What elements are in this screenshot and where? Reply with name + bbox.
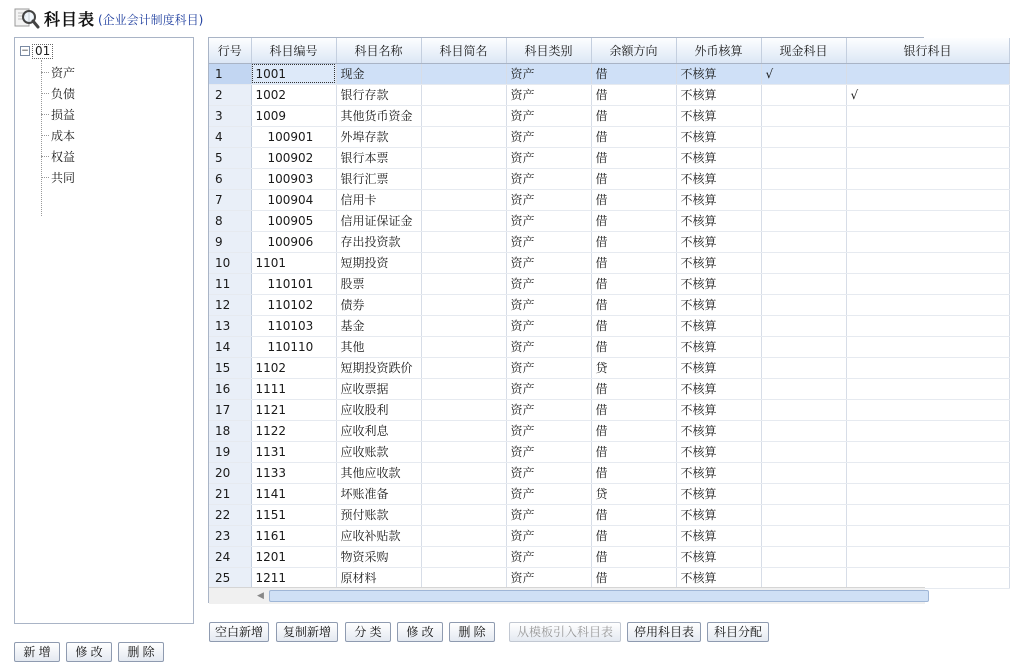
- cell-cash-account[interactable]: [761, 273, 846, 294]
- cell-row-no[interactable]: 23: [209, 525, 251, 546]
- cell-bank-account[interactable]: [846, 525, 1009, 546]
- table-row[interactable]: [209, 399, 1009, 420]
- cell-short-name[interactable]: [421, 315, 506, 336]
- cell-cash-account[interactable]: √: [761, 63, 846, 84]
- cell-name[interactable]: 坏账准备: [336, 483, 421, 504]
- cell-name[interactable]: 其他货币资金: [336, 105, 421, 126]
- cell-foreign-currency[interactable]: 不核算: [676, 546, 761, 567]
- cell-short-name[interactable]: [421, 63, 506, 84]
- table-row[interactable]: [209, 483, 1009, 504]
- cell-name[interactable]: 银行汇票: [336, 168, 421, 189]
- cell-code[interactable]: 1133: [251, 462, 336, 483]
- cell-balance-direction[interactable]: 借: [591, 462, 676, 483]
- table-row[interactable]: [209, 252, 1009, 273]
- account-grid[interactable]: [208, 37, 952, 603]
- cell-foreign-currency[interactable]: 不核算: [676, 147, 761, 168]
- copy-add-button[interactable]: 复制新增: [276, 622, 338, 642]
- page-title: 科目表: [44, 10, 96, 29]
- cell-category[interactable]: 资产: [506, 462, 591, 483]
- cell-foreign-currency[interactable]: 不核算: [676, 294, 761, 315]
- cell-row-no[interactable]: 9: [209, 231, 251, 252]
- cell-short-name[interactable]: [421, 168, 506, 189]
- cell-balance-direction[interactable]: 借: [591, 441, 676, 462]
- cell-name[interactable]: 短期投资跌价: [336, 357, 421, 378]
- cell-foreign-currency[interactable]: 不核算: [676, 315, 761, 336]
- cell-code[interactable]: 1161: [251, 525, 336, 546]
- cell-code[interactable]: 100901: [251, 126, 336, 147]
- cell-name[interactable]: 基金: [336, 315, 421, 336]
- cell-name[interactable]: 应收账款: [336, 441, 421, 462]
- cell-row-no[interactable]: 16: [209, 378, 251, 399]
- cell-row-no[interactable]: 17: [209, 399, 251, 420]
- cell-foreign-currency[interactable]: 不核算: [676, 483, 761, 504]
- cell-name[interactable]: 短期投资: [336, 252, 421, 273]
- cell-category[interactable]: 资产: [506, 231, 591, 252]
- cell-category[interactable]: 资产: [506, 126, 591, 147]
- cell-code[interactable]: 100904: [251, 189, 336, 210]
- table-row[interactable]: [209, 84, 1009, 105]
- col-header-balance-direction[interactable]: 余额方向: [591, 38, 676, 63]
- cell-bank-account[interactable]: [846, 336, 1009, 357]
- cell-row-no[interactable]: 8: [209, 210, 251, 231]
- cell-name[interactable]: 存出投资款: [336, 231, 421, 252]
- magnifier-icon: [14, 6, 40, 30]
- cell-cash-account[interactable]: [761, 168, 846, 189]
- cell-row-no[interactable]: 13: [209, 315, 251, 336]
- cell-short-name[interactable]: [421, 546, 506, 567]
- cell-name[interactable]: 信用证保证金: [336, 210, 421, 231]
- table-row[interactable]: [209, 441, 1009, 462]
- table-row[interactable]: [209, 378, 1009, 399]
- cell-cash-account[interactable]: [761, 462, 846, 483]
- cell-name[interactable]: 其他应收款: [336, 462, 421, 483]
- tree-item-equity[interactable]: [41, 146, 75, 167]
- cell-bank-account[interactable]: [846, 315, 1009, 336]
- account-table: [209, 38, 1010, 589]
- cell-category[interactable]: 资产: [506, 315, 591, 336]
- cell-short-name[interactable]: [421, 231, 506, 252]
- cell-bank-account[interactable]: [846, 399, 1009, 420]
- cell-name[interactable]: 应收补贴款: [336, 525, 421, 546]
- cell-balance-direction[interactable]: 借: [591, 420, 676, 441]
- tree-root-node[interactable]: [20, 43, 53, 59]
- cell-bank-account[interactable]: [846, 210, 1009, 231]
- cell-row-no[interactable]: 15: [209, 357, 251, 378]
- blank-add-button[interactable]: 空白新增: [209, 622, 269, 642]
- cell-name[interactable]: 应收利息: [336, 420, 421, 441]
- cell-row-no[interactable]: 12: [209, 294, 251, 315]
- cell-short-name[interactable]: [421, 462, 506, 483]
- table-row[interactable]: [209, 231, 1009, 252]
- cell-short-name[interactable]: [421, 105, 506, 126]
- cell-category[interactable]: 资产: [506, 63, 591, 84]
- cell-balance-direction[interactable]: 借: [591, 336, 676, 357]
- scrollbar-thumb[interactable]: [269, 590, 929, 602]
- cell-cash-account[interactable]: [761, 252, 846, 273]
- cell-short-name[interactable]: [421, 357, 506, 378]
- cell-code[interactable]: 1111: [251, 378, 336, 399]
- cell-foreign-currency[interactable]: 不核算: [676, 168, 761, 189]
- table-row[interactable]: [209, 147, 1009, 168]
- cell-foreign-currency[interactable]: 不核算: [676, 357, 761, 378]
- cell-row-no[interactable]: 4: [209, 126, 251, 147]
- cell-category[interactable]: 资产: [506, 294, 591, 315]
- table-row[interactable]: [209, 336, 1009, 357]
- cell-category[interactable]: 资产: [506, 336, 591, 357]
- tree-item-label: 共同: [51, 171, 76, 185]
- cell-bank-account[interactable]: [846, 567, 1009, 588]
- cell-category[interactable]: 资产: [506, 483, 591, 504]
- cell-category[interactable]: 资产: [506, 399, 591, 420]
- cell-bank-account[interactable]: [846, 357, 1009, 378]
- cell-category[interactable]: 资产: [506, 441, 591, 462]
- tree-root-label[interactable]: 01: [32, 44, 53, 59]
- col-header-foreign-currency[interactable]: 外币核算: [676, 38, 761, 63]
- cell-foreign-currency[interactable]: 不核算: [676, 525, 761, 546]
- cell-balance-direction[interactable]: 借: [591, 315, 676, 336]
- cell-row-no[interactable]: 19: [209, 441, 251, 462]
- table-row[interactable]: [209, 567, 1009, 588]
- cell-category[interactable]: 资产: [506, 210, 591, 231]
- table-row[interactable]: [209, 105, 1009, 126]
- cell-bank-account[interactable]: [846, 546, 1009, 567]
- cell-foreign-currency[interactable]: 不核算: [676, 105, 761, 126]
- tree-add-button[interactable]: 新 增: [14, 642, 60, 662]
- cell-name[interactable]: 应收票据: [336, 378, 421, 399]
- tree-item-common[interactable]: [41, 167, 75, 188]
- cell-foreign-currency[interactable]: 不核算: [676, 504, 761, 525]
- cell-cash-account[interactable]: [761, 399, 846, 420]
- cell-name[interactable]: 银行存款: [336, 84, 421, 105]
- cell-cash-account[interactable]: [761, 231, 846, 252]
- cell-bank-account[interactable]: [846, 378, 1009, 399]
- table-row[interactable]: [209, 315, 1009, 336]
- cell-balance-direction[interactable]: 借: [591, 231, 676, 252]
- cell-code[interactable]: 1122: [251, 420, 336, 441]
- col-header-category[interactable]: 科目类别: [506, 38, 591, 63]
- tree-item-label: 负债: [51, 87, 76, 101]
- tree-delete-button[interactable]: 删 除: [118, 642, 164, 662]
- cell-code[interactable]: 100903: [251, 168, 336, 189]
- cell-row-no[interactable]: 21: [209, 483, 251, 504]
- cell-foreign-currency[interactable]: 不核算: [676, 210, 761, 231]
- cell-name[interactable]: 物资采购: [336, 546, 421, 567]
- tree-item-profit-loss[interactable]: [41, 104, 75, 125]
- cell-code[interactable]: 1211: [251, 567, 336, 588]
- cell-category[interactable]: 资产: [506, 420, 591, 441]
- cell-balance-direction[interactable]: 借: [591, 399, 676, 420]
- table-row[interactable]: [209, 546, 1009, 567]
- cell-short-name[interactable]: [421, 189, 506, 210]
- table-row[interactable]: [209, 189, 1009, 210]
- cell-short-name[interactable]: [421, 126, 506, 147]
- cell-balance-direction[interactable]: 借: [591, 105, 676, 126]
- cell-balance-direction[interactable]: 借: [591, 210, 676, 231]
- cell-row-no[interactable]: 18: [209, 420, 251, 441]
- cell-short-name[interactable]: [421, 399, 506, 420]
- cell-bank-account[interactable]: [846, 63, 1009, 84]
- tree-item-liabilities[interactable]: [41, 83, 75, 104]
- cell-balance-direction[interactable]: 借: [591, 378, 676, 399]
- cell-short-name[interactable]: [421, 567, 506, 588]
- cell-foreign-currency[interactable]: 不核算: [676, 189, 761, 210]
- cell-row-no[interactable]: 6: [209, 168, 251, 189]
- cell-row-no[interactable]: 7: [209, 189, 251, 210]
- cell-foreign-currency[interactable]: 不核算: [676, 441, 761, 462]
- cell-balance-direction[interactable]: 借: [591, 546, 676, 567]
- scroll-left-icon[interactable]: ◀: [257, 591, 264, 601]
- title-bar: [0, 0, 924, 36]
- cell-name[interactable]: 预付账款: [336, 504, 421, 525]
- category-tree[interactable]: [14, 37, 194, 624]
- cell-foreign-currency[interactable]: 不核算: [676, 231, 761, 252]
- cell-bank-account[interactable]: √: [846, 84, 1009, 105]
- cell-row-no[interactable]: 14: [209, 336, 251, 357]
- cell-balance-direction[interactable]: 借: [591, 273, 676, 294]
- cell-balance-direction[interactable]: 借: [591, 126, 676, 147]
- assign-account-button[interactable]: 科目分配: [707, 622, 769, 642]
- grid-header-row: [209, 38, 1009, 63]
- cell-name[interactable]: 股票: [336, 273, 421, 294]
- cell-category[interactable]: 资产: [506, 504, 591, 525]
- table-row[interactable]: [209, 420, 1009, 441]
- cell-cash-account[interactable]: [761, 546, 846, 567]
- cell-short-name[interactable]: [421, 294, 506, 315]
- cell-code[interactable]: 100905: [251, 210, 336, 231]
- cell-foreign-currency[interactable]: 不核算: [676, 399, 761, 420]
- table-row[interactable]: [209, 462, 1009, 483]
- table-row[interactable]: [209, 63, 1009, 84]
- cell-balance-direction[interactable]: 借: [591, 189, 676, 210]
- cell-cash-account[interactable]: [761, 210, 846, 231]
- cell-row-no[interactable]: 2: [209, 84, 251, 105]
- cell-balance-direction[interactable]: 贷: [591, 357, 676, 378]
- cell-short-name[interactable]: [421, 252, 506, 273]
- cell-code[interactable]: 1131: [251, 441, 336, 462]
- cell-bank-account[interactable]: [846, 189, 1009, 210]
- cell-short-name[interactable]: [421, 441, 506, 462]
- cell-name[interactable]: 银行本票: [336, 147, 421, 168]
- cell-category[interactable]: 资产: [506, 273, 591, 294]
- table-row[interactable]: [209, 294, 1009, 315]
- tree-item-label: 资产: [51, 66, 76, 80]
- cell-short-name[interactable]: [421, 420, 506, 441]
- cell-name[interactable]: 现金: [336, 63, 421, 84]
- cell-balance-direction[interactable]: 贷: [591, 483, 676, 504]
- table-row[interactable]: [209, 168, 1009, 189]
- cell-bank-account[interactable]: [846, 252, 1009, 273]
- cell-cash-account[interactable]: [761, 84, 846, 105]
- cell-code[interactable]: 110101: [251, 273, 336, 294]
- cell-code[interactable]: 110110: [251, 336, 336, 357]
- table-row[interactable]: [209, 525, 1009, 546]
- cell-cash-account[interactable]: [761, 567, 846, 588]
- cell-category[interactable]: 资产: [506, 546, 591, 567]
- tree-item-label: 损益: [51, 108, 76, 122]
- cell-code[interactable]: 1151: [251, 504, 336, 525]
- col-header-name[interactable]: 科目名称: [336, 38, 421, 63]
- cell-row-no[interactable]: 10: [209, 252, 251, 273]
- cell-cash-account[interactable]: [761, 147, 846, 168]
- cell-row-no[interactable]: 24: [209, 546, 251, 567]
- cell-foreign-currency[interactable]: 不核算: [676, 63, 761, 84]
- cell-cash-account[interactable]: [761, 483, 846, 504]
- cell-balance-direction[interactable]: 借: [591, 525, 676, 546]
- classify-button[interactable]: 分 类: [345, 622, 391, 642]
- cell-cash-account[interactable]: [761, 378, 846, 399]
- cell-balance-direction[interactable]: 借: [591, 567, 676, 588]
- cell-foreign-currency[interactable]: 不核算: [676, 378, 761, 399]
- cell-name[interactable]: 其他: [336, 336, 421, 357]
- cell-bank-account[interactable]: [846, 126, 1009, 147]
- cell-code[interactable]: 1121: [251, 399, 336, 420]
- page-subtitle: (企业会计制度科目): [98, 13, 204, 27]
- collapse-icon[interactable]: −: [21, 46, 29, 56]
- cell-foreign-currency[interactable]: 不核算: [676, 336, 761, 357]
- import-template-button: 从模板引入科目表: [509, 622, 621, 642]
- cell-row-no[interactable]: 3: [209, 105, 251, 126]
- cell-name[interactable]: 应收股利: [336, 399, 421, 420]
- cell-category[interactable]: 资产: [506, 567, 591, 588]
- cell-short-name[interactable]: [421, 84, 506, 105]
- horizontal-scrollbar[interactable]: [209, 587, 925, 604]
- cell-cash-account[interactable]: [761, 420, 846, 441]
- cell-cash-account[interactable]: [761, 315, 846, 336]
- cell-name[interactable]: 原材料: [336, 567, 421, 588]
- table-row[interactable]: [209, 504, 1009, 525]
- cell-bank-account[interactable]: [846, 420, 1009, 441]
- cell-short-name[interactable]: [421, 210, 506, 231]
- cell-code[interactable]: 1102: [251, 357, 336, 378]
- cell-cash-account[interactable]: [761, 126, 846, 147]
- cell-category[interactable]: 资产: [506, 147, 591, 168]
- cell-row-no[interactable]: 20: [209, 462, 251, 483]
- cell-balance-direction[interactable]: 借: [591, 147, 676, 168]
- col-header-row-no[interactable]: 行号: [209, 38, 251, 63]
- cell-foreign-currency[interactable]: 不核算: [676, 126, 761, 147]
- table-row[interactable]: [209, 126, 1009, 147]
- cell-balance-direction[interactable]: 借: [591, 504, 676, 525]
- col-header-short-name[interactable]: 科目简名: [421, 38, 506, 63]
- disable-account-table-button[interactable]: 停用科目表: [627, 622, 701, 642]
- delete-button[interactable]: 删 除: [449, 622, 495, 642]
- tree-item-cost[interactable]: [41, 125, 75, 146]
- cell-short-name[interactable]: [421, 504, 506, 525]
- cell-code[interactable]: 1001: [251, 63, 336, 84]
- cell-row-no[interactable]: 22: [209, 504, 251, 525]
- edit-button[interactable]: 修 改: [397, 622, 443, 642]
- cell-cash-account[interactable]: [761, 441, 846, 462]
- cell-balance-direction[interactable]: 借: [591, 168, 676, 189]
- cell-foreign-currency[interactable]: 不核算: [676, 420, 761, 441]
- cell-category[interactable]: 资产: [506, 168, 591, 189]
- cell-name[interactable]: 外埠存款: [336, 126, 421, 147]
- cell-foreign-currency[interactable]: 不核算: [676, 273, 761, 294]
- cell-code[interactable]: 1201: [251, 546, 336, 567]
- tree-edit-button[interactable]: 修 改: [66, 642, 112, 662]
- cell-code[interactable]: 1002: [251, 84, 336, 105]
- cell-bank-account[interactable]: [846, 294, 1009, 315]
- cell-bank-account[interactable]: [846, 483, 1009, 504]
- tree-item-label: 成本: [51, 129, 76, 143]
- cell-foreign-currency[interactable]: 不核算: [676, 252, 761, 273]
- tree-item-assets[interactable]: [41, 62, 75, 83]
- cell-bank-account[interactable]: [846, 168, 1009, 189]
- cell-balance-direction[interactable]: 借: [591, 63, 676, 84]
- cell-category[interactable]: 资产: [506, 357, 591, 378]
- cell-short-name[interactable]: [421, 525, 506, 546]
- cell-name[interactable]: 信用卡: [336, 189, 421, 210]
- cell-bank-account[interactable]: [846, 504, 1009, 525]
- cell-cash-account[interactable]: [761, 504, 846, 525]
- cell-cash-account[interactable]: [761, 336, 846, 357]
- cell-foreign-currency[interactable]: 不核算: [676, 462, 761, 483]
- cell-cash-account[interactable]: [761, 525, 846, 546]
- cell-short-name[interactable]: [421, 336, 506, 357]
- cell-balance-direction[interactable]: 借: [591, 84, 676, 105]
- cell-cash-account[interactable]: [761, 294, 846, 315]
- cell-category[interactable]: 资产: [506, 525, 591, 546]
- cell-code[interactable]: 110103: [251, 315, 336, 336]
- cell-row-no[interactable]: 11: [209, 273, 251, 294]
- cell-short-name[interactable]: [421, 147, 506, 168]
- cell-foreign-currency[interactable]: 不核算: [676, 567, 761, 588]
- cell-short-name[interactable]: [421, 273, 506, 294]
- cell-cash-account[interactable]: [761, 105, 846, 126]
- cell-code[interactable]: 1101: [251, 252, 336, 273]
- cell-category[interactable]: 资产: [506, 378, 591, 399]
- cell-code[interactable]: 1141: [251, 483, 336, 504]
- table-row[interactable]: [209, 273, 1009, 294]
- cell-bank-account[interactable]: [846, 105, 1009, 126]
- cell-short-name[interactable]: [421, 483, 506, 504]
- cell-category[interactable]: 资产: [506, 84, 591, 105]
- cell-cash-account[interactable]: [761, 189, 846, 210]
- cell-name[interactable]: 债券: [336, 294, 421, 315]
- cell-foreign-currency[interactable]: 不核算: [676, 84, 761, 105]
- col-header-cash-account[interactable]: 现金科目: [761, 38, 846, 63]
- cell-bank-account[interactable]: [846, 462, 1009, 483]
- tree-item-label: 权益: [51, 150, 76, 164]
- cell-category[interactable]: 资产: [506, 105, 591, 126]
- cell-cash-account[interactable]: [761, 357, 846, 378]
- cell-code[interactable]: 100906: [251, 231, 336, 252]
- cell-row-no[interactable]: 25: [209, 567, 251, 588]
- cell-row-no[interactable]: 5: [209, 147, 251, 168]
- table-row[interactable]: [209, 357, 1009, 378]
- cell-bank-account[interactable]: [846, 273, 1009, 294]
- cell-bank-account[interactable]: [846, 147, 1009, 168]
- col-header-code[interactable]: 科目编号: [251, 38, 336, 63]
- cell-category[interactable]: 资产: [506, 189, 591, 210]
- col-header-bank-account[interactable]: 银行科目: [846, 38, 1009, 63]
- cell-bank-account[interactable]: [846, 231, 1009, 252]
- cell-balance-direction[interactable]: 借: [591, 294, 676, 315]
- cell-code[interactable]: 100902: [251, 147, 336, 168]
- cell-row-no[interactable]: 1: [209, 63, 251, 84]
- cell-code[interactable]: 110102: [251, 294, 336, 315]
- cell-short-name[interactable]: [421, 378, 506, 399]
- table-row[interactable]: [209, 210, 1009, 231]
- cell-balance-direction[interactable]: 借: [591, 252, 676, 273]
- cell-bank-account[interactable]: [846, 441, 1009, 462]
- cell-category[interactable]: 资产: [506, 252, 591, 273]
- cell-code[interactable]: 1009: [251, 105, 336, 126]
